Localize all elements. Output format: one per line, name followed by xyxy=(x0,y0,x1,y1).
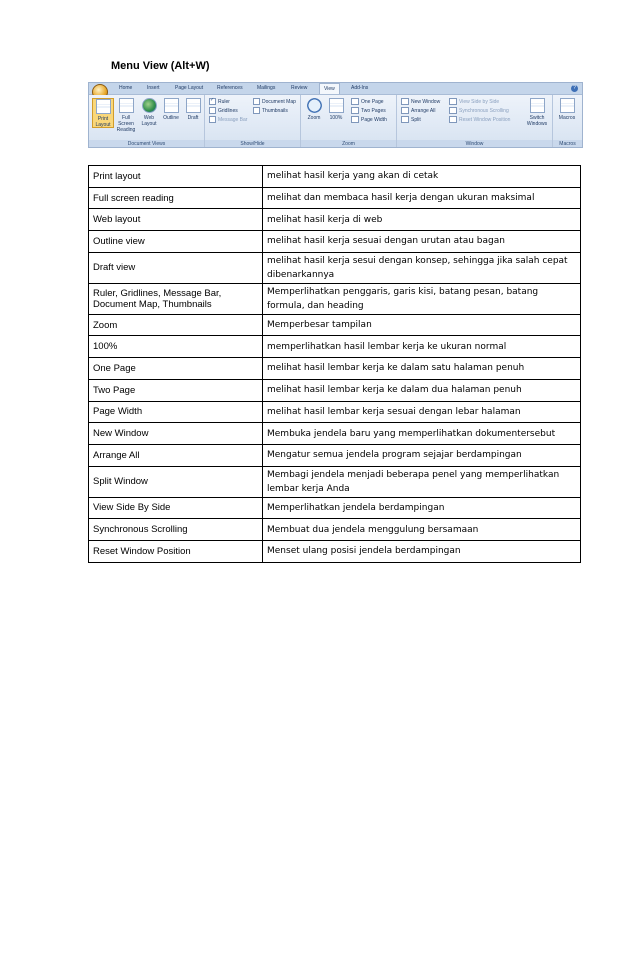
description-cell: melihat hasil kerja yang akan di cetak xyxy=(263,166,581,188)
group-show-hide xyxy=(205,95,301,148)
description-cell: Membuka jendela baru yang memperlihatkan dokumentersebut xyxy=(263,423,581,445)
draft-icon xyxy=(186,98,201,113)
term-cell: Outline view xyxy=(89,231,263,253)
macros-button[interactable]: Macros xyxy=(556,98,578,121)
term-cell: Ruler, Gridlines, Message Bar, Document Map, Thumbnails xyxy=(89,283,263,314)
tab-add-ins[interactable]: Add-Ins xyxy=(351,85,369,91)
print-layout-button[interactable]: Print Layout xyxy=(92,98,114,128)
synchronous-scrolling-button[interactable]: Synchronous Scrolling xyxy=(449,107,509,115)
ruler-checkbox[interactable]: ✓Ruler xyxy=(209,98,230,106)
table-row xyxy=(89,519,581,541)
zoom-100-icon xyxy=(329,98,344,113)
tab-references[interactable]: References xyxy=(217,85,243,91)
draft-button[interactable]: Draft xyxy=(182,98,204,121)
checkbox-icon xyxy=(253,107,260,114)
view-side-by-side-button[interactable]: View Side by Side xyxy=(449,98,499,106)
web-layout-icon xyxy=(142,98,157,113)
term-cell: One Page xyxy=(89,358,263,380)
table-row xyxy=(89,314,581,336)
group-label-document-views: Document Views xyxy=(89,140,204,148)
split-button[interactable]: Split xyxy=(401,116,421,124)
description-cell: melihat hasil lembar kerja ke dalam dua halaman penuh xyxy=(263,379,581,401)
print-layout-icon xyxy=(96,99,111,114)
tab-insert[interactable]: Insert xyxy=(147,85,160,91)
table-row xyxy=(89,336,581,358)
split-icon xyxy=(401,116,409,123)
table-row xyxy=(89,466,581,497)
group-label-zoom: Zoom xyxy=(301,140,396,148)
tab-review[interactable]: Review xyxy=(291,85,308,91)
description-cell: Menset ulang posisi jendela berdampingan xyxy=(263,540,581,562)
table-row xyxy=(89,209,581,231)
term-cell: New Window xyxy=(89,423,263,445)
description-cell: Memperlihatkan jendela berdampingan xyxy=(263,497,581,519)
description-cell: melihat hasil lembar kerja ke dalam satu halaman penuh xyxy=(263,358,581,380)
zoom-100-button[interactable]: 100% xyxy=(325,98,347,121)
checkbox-icon xyxy=(253,98,260,105)
group-window xyxy=(397,95,553,148)
term-cell: Page Width xyxy=(89,401,263,423)
table-row xyxy=(89,187,581,209)
tab-home[interactable]: Home xyxy=(119,85,133,91)
new-window-icon xyxy=(401,98,409,105)
table-row xyxy=(89,497,581,519)
page-width-button[interactable]: Page Width xyxy=(351,116,387,124)
table-row xyxy=(89,283,581,314)
description-cell: melihat dan membaca hasil kerja dengan ukuran maksimal xyxy=(263,187,581,209)
view-menu-table xyxy=(88,165,581,563)
message-bar-checkbox[interactable]: Message Bar xyxy=(209,116,247,124)
group-zoom xyxy=(301,95,397,148)
checkbox-icon xyxy=(209,107,216,114)
group-label-macros: Macros xyxy=(553,140,582,148)
web-layout-button[interactable]: Web Layout xyxy=(138,98,160,127)
switch-windows-icon xyxy=(530,98,545,113)
description-cell: melihat hasil lembar kerja sesuai dengan lebar halaman xyxy=(263,401,581,423)
description-cell: Mengatur semua jendela program sejajar berdampingan xyxy=(263,444,581,466)
term-cell: Two Page xyxy=(89,379,263,401)
description-cell: Memperbesar tampilan xyxy=(263,314,581,336)
page-heading: Menu View (Alt+W) xyxy=(111,60,210,72)
group-label-show-hide: Show/Hide xyxy=(205,140,300,148)
term-cell: Reset Window Position xyxy=(89,540,263,562)
two-pages-button[interactable]: Two Pages xyxy=(351,107,386,115)
table-row xyxy=(89,166,581,188)
tab-view[interactable]: View xyxy=(319,83,340,94)
sync-scroll-icon xyxy=(449,107,457,114)
table-row xyxy=(89,252,581,283)
full-screen-reading-button[interactable]: Full Screen Reading xyxy=(115,98,137,133)
term-cell: Synchronous Scrolling xyxy=(89,519,263,541)
one-page-icon xyxy=(351,98,359,105)
arrange-all-icon xyxy=(401,107,409,114)
checkbox-checked-icon xyxy=(209,98,216,105)
description-cell: Membuat dua jendela menggulung bersamaan xyxy=(263,519,581,541)
tab-page-layout[interactable]: Page Layout xyxy=(175,85,204,91)
tab-mailings[interactable]: Mailings xyxy=(257,85,276,91)
term-cell: Full screen reading xyxy=(89,187,263,209)
ribbon-screenshot xyxy=(88,82,583,148)
description-cell: Membagi jendela menjadi beberapa penel yang memperlihatkan lembar kerja Anda xyxy=(263,466,581,497)
two-pages-icon xyxy=(351,107,359,114)
help-icon[interactable]: ? xyxy=(571,85,578,92)
term-cell: Print layout xyxy=(89,166,263,188)
description-cell: melihat hasil kerja di web xyxy=(263,209,581,231)
term-cell: View Side By Side xyxy=(89,497,263,519)
table-row xyxy=(89,540,581,562)
group-macros xyxy=(553,95,582,148)
table-row xyxy=(89,358,581,380)
magnifier-icon xyxy=(307,98,322,113)
description-cell: Memperlihatkan penggaris, garis kisi, batang pesan, batang formula, dan heading xyxy=(263,283,581,314)
gridlines-checkbox[interactable]: Gridlines xyxy=(209,107,238,115)
description-cell: melihat hasil kerja sesui dengan konsep, sehingga jika salah cepat dibenarkannya xyxy=(263,252,581,283)
term-cell: Split Window xyxy=(89,466,263,497)
switch-windows-button[interactable]: Switch Windows xyxy=(523,98,551,127)
document-map-checkbox[interactable]: Document Map xyxy=(253,98,296,106)
table-row xyxy=(89,444,581,466)
macros-icon xyxy=(560,98,575,113)
table-row xyxy=(89,379,581,401)
page-width-icon xyxy=(351,116,359,123)
term-cell: Arrange All xyxy=(89,444,263,466)
term-cell: Web layout xyxy=(89,209,263,231)
ribbon-tab-bar xyxy=(89,83,582,95)
reset-window-position-button[interactable]: Reset Window Position xyxy=(449,116,510,124)
thumbnails-checkbox[interactable]: Thumbnails xyxy=(253,107,288,115)
description-cell: memperlihatkan hasil lembar kerja ke ukuran normal xyxy=(263,336,581,358)
table-row xyxy=(89,423,581,445)
outline-icon xyxy=(164,98,179,113)
full-screen-reading-icon xyxy=(119,98,134,113)
term-cell: Zoom xyxy=(89,314,263,336)
outline-button[interactable]: Outline xyxy=(160,98,182,121)
new-window-button[interactable]: New Window xyxy=(401,98,440,106)
one-page-button[interactable]: One Page xyxy=(351,98,384,106)
table-row xyxy=(89,231,581,253)
term-cell: 100% xyxy=(89,336,263,358)
description-cell: melihat hasil kerja sesuai dengan urutan atau bagan xyxy=(263,231,581,253)
table-row xyxy=(89,401,581,423)
group-label-window: Window xyxy=(397,140,552,148)
checkbox-icon xyxy=(209,116,216,123)
arrange-all-button[interactable]: Arrange All xyxy=(401,107,435,115)
group-document-views xyxy=(89,95,205,148)
reset-window-icon xyxy=(449,116,457,123)
term-cell: Draft view xyxy=(89,252,263,283)
side-by-side-icon xyxy=(449,98,457,105)
zoom-button[interactable]: Zoom xyxy=(303,98,325,121)
ribbon-body xyxy=(89,95,582,148)
